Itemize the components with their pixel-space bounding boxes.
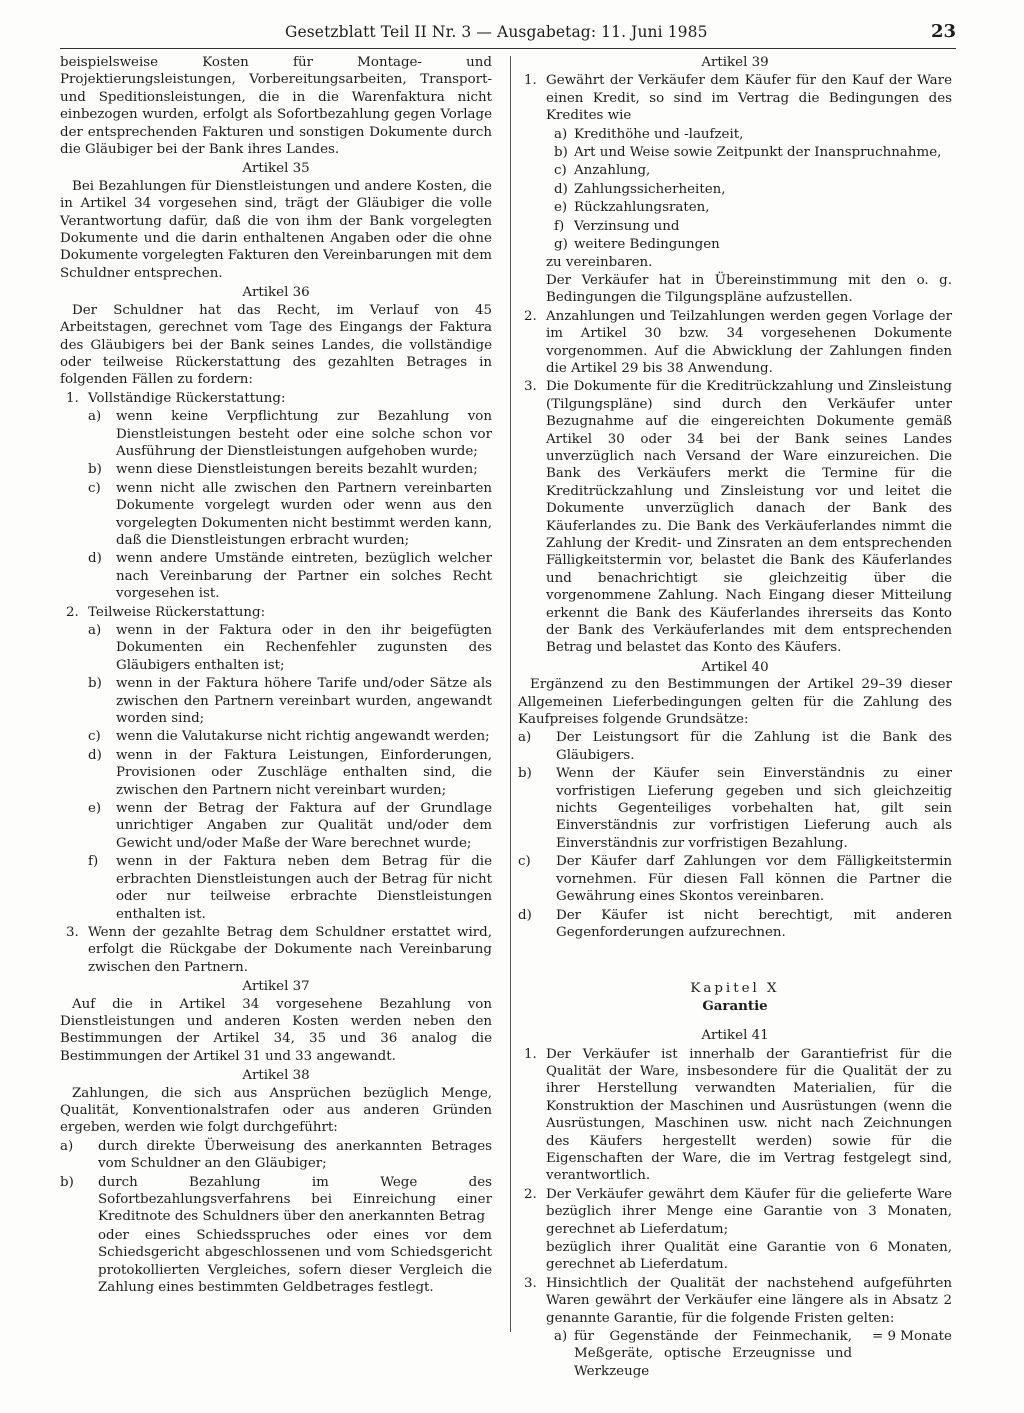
item-marker: a) <box>88 409 102 425</box>
item-duration: = 9 Monate <box>872 1329 952 1345</box>
item-text: Die Dokumente für die Kreditrückzahlung und Zinsleistung (Tilgungspläne) sind durch den Verkäufer unter Bezugnahme auf die eingereichten Dokumente gemäß Artikel 30 oder 34 bei der Bank seines Landes unverzüglich nach Versand der Ware einzureichen. Die Bank des Verkäufers merkt die Termine für die Kreditrückzahlung und Zinsleistung vor und leitet die Dokumente unverzüglich danach der Bank des Käuferlandes zu. Die Bank des Verkäuferlandes nimmt die Zahlung der Kredit- und Zinsraten an dem entsprechenden Fälligkeitstermin vor, belastet die Bank des Käuferlandes und benachrichtigt sie gleichzeitig über die vorgenommene Zahlung. Nach Eingang dieser Mitteilung erkennt die Bank des Käuferlandes ihrerseits das Konto der Bank des Verkäuferlandes mit dem entsprechenden Betrag und belastet das Konto des Käufers. <box>546 379 952 656</box>
list-item <box>60 675 492 727</box>
item-text: wenn nicht alle zwischen den Partnern vereinbarten Dokumente vorgelegt wurden oder wenn aus den vorgelegten Dokumenten nicht bestimmt werden kann, daß die Dienstleistungen erbracht wurden; <box>116 480 492 548</box>
right-column <box>518 54 952 1381</box>
item-marker: e) <box>88 801 102 817</box>
item-marker: c) <box>88 729 101 745</box>
article-36-text: Der Schuldner hat das Recht, im Verlauf von 45 Arbeitstagen, gerechnet vom Tage des Eingangs der Faktura des Gläubigers bei der Bank seines Landes, die vollständige oder teilweise Rückerstattung des gezahlten Betrages in folgenden Fällen zu fordern: <box>60 302 492 388</box>
article-36-heading: Artikel 36 <box>242 285 310 301</box>
item-text: Der Käufer darf Zahlungen vor dem Fälligkeitstermin vornehmen. Für diesen Fall können die Partner die Gewährung eines Skontos vereinbaren. <box>556 854 952 905</box>
item-marker: a) <box>554 1329 568 1345</box>
item-text: Der Verkäufer gewährt dem Käufer für die gelieferte Ware bezüglich ihrer Menge eine Garantie von 3 Monaten, gerechnet ab Lieferdatum; <box>546 1186 952 1237</box>
list-item <box>60 800 492 852</box>
item-marker: 3. <box>524 379 537 395</box>
article-39-item-1 <box>518 72 952 124</box>
list-item <box>518 126 952 143</box>
item-text: Der Käufer ist nicht berechtigt, mit anderen Gegenforderungen aufzurechnen. <box>556 907 952 940</box>
item-text: Gewährt der Verkäufer dem Käufer für den Kauf der Ware einen Kredit, so sind im Vertrag die Bedingungen des Kredites wie <box>546 73 952 124</box>
item-text <box>574 1328 952 1380</box>
item-text: Anzahlung, <box>574 163 651 179</box>
list-item <box>518 181 952 198</box>
item-text: durch direkte Überweisung des anerkannten Betrages vom Schuldner an den Gläubiger; <box>98 1138 492 1172</box>
item-text: Wenn der gezahlte Betrag dem Schuldner erstattet wird, erfolgt die Rückgabe der Dokumente nach Vereinbarung zwischen den Partnern. <box>88 924 492 975</box>
item-text: wenn in der Faktura oder in den ihr beigefügten Dokumenten ein Rechenfehler zugunsten des Gläubigers enthalten ist; <box>116 623 492 673</box>
item-marker: c) <box>554 163 567 179</box>
article-41-heading: Artikel 41 <box>701 1028 769 1044</box>
chapter-subtitle: Garantie <box>702 997 768 1014</box>
item-text: Zahlungssicherheiten, <box>574 181 726 197</box>
article-39-heading: Artikel 39 <box>701 55 769 70</box>
list-item <box>60 1174 492 1226</box>
item-text: Der Leistungsort für die Zahlung ist die Bank des Gläubigers. <box>556 730 952 763</box>
item-text: Verzinsung und <box>574 218 680 234</box>
article-37-heading: Artikel 37 <box>242 979 310 995</box>
list-item <box>518 144 952 161</box>
list-item <box>518 218 952 235</box>
item-text: wenn keine Verpflichtung zur Bezahlung von Dienstleistungen besteht oder eine solche schon vor Ausführung der Dienstleistungen aufgehoben wurde; <box>116 409 492 459</box>
item-marker: f) <box>88 854 99 870</box>
article-38-text: Zahlungen, die sich aus Ansprüchen bezüglich Menge, Qualität, Konventionalstrafen oder aus anderen Gründen ergeben, werden wie folgt durchgeführt: <box>60 1085 492 1136</box>
article-36-item-1 <box>60 390 492 407</box>
item-marker: 3. <box>524 1275 537 1291</box>
article-41-item-1 <box>518 1046 952 1185</box>
article-39-tail: zu vereinbaren. <box>546 255 653 271</box>
article-38-continuation: oder eines Schiedsspruches oder eines vor dem Schiedsgericht abgeschlossenen und vom Schiedsgericht protokollierten Vergleiches, sofern dieser Vergleich die Zahlung eines bestimmten Geldbetrages festlegt. <box>98 1227 492 1296</box>
item-text: Kredithöhe und -laufzeit, <box>574 126 744 142</box>
list-item <box>518 236 952 253</box>
intro-paragraph: beispielsweise Kosten für Montage- und Projektierungsleistungen, Vorbereitungsarbeiten, Transport- und Speditionsleistungen, die in die Warenfaktura nicht einbezogen wurden, erfolgt als Sofortbezahlung gegen Vorlage der entsprechenden Fakturen und sonstigen Dokumente durch die Gläubiger bei der Bank ihres Landes. <box>60 55 492 158</box>
header-title: Gesetzblatt Teil II Nr. 3 — Ausgabetag: 11. Juni 1985 <box>285 23 708 41</box>
left-column <box>60 54 492 1296</box>
item-marker: a) <box>518 730 532 746</box>
article-39-item-2 <box>518 308 952 378</box>
item-text: Rückzahlungsraten, <box>574 200 710 216</box>
item-marker: 1. <box>524 1046 537 1062</box>
item-marker: d) <box>554 181 568 197</box>
list-item <box>60 550 492 602</box>
item-marker: g) <box>554 237 568 253</box>
item-marker: b) <box>60 1174 74 1190</box>
item-text: Teilweise Rückerstattung: <box>88 604 266 620</box>
item-text: wenn die Valutakurse nicht richtig angewandt werden; <box>116 729 490 745</box>
item-marker: 2. <box>66 604 79 620</box>
item-text: durch Bezahlung im Wege des Sofortbezahlungsverfahrens bei Einreichung einer Kreditnote des Schuldners über den anerkannten Betrag <box>98 1174 492 1225</box>
list-item <box>518 729 952 764</box>
item-text: Der Verkäufer ist innerhalb der Garantiefrist für die Qualität der Ware, insbesondere für die Qualität der zu ihrer Herstellung verwandten Materialien, für die Konstruktion der Maschinen und Ausrüstungen (wenn die Ausrüstungen, Maschinen usw. nicht nach Zeichnungen des Käufers hergestellt werden) sowie für die Eigenschaften der Ware, die im Vertrag festgelegt sind, verantwortlich. <box>546 1046 952 1184</box>
list-item <box>60 408 492 460</box>
item-marker: b) <box>518 766 532 782</box>
item-marker: e) <box>554 200 568 216</box>
list-item <box>518 765 952 852</box>
item-text: wenn diese Dienstleistungen bereits bezahlt wurden; <box>116 462 478 478</box>
item-text: wenn in der Faktura Leistungen, Einforderungen, Provisionen oder Zuschläge enthalten sind, die zwischen den Partnern nicht vereinbart wurden; <box>116 747 492 798</box>
column-divider <box>510 56 511 1332</box>
item-text: wenn in der Faktura höhere Tarife und/oder Sätze als zwischen den Partnern vereinbart wurden, angewandt worden sind; <box>116 676 492 727</box>
spacer <box>518 942 952 980</box>
page-number: 23 <box>930 21 956 42</box>
item-marker: f) <box>554 218 565 234</box>
item-text: wenn der Betrag der Faktura auf der Grundlage unrichtiger Angaben zur Qualität und/oder dem Gewicht und/oder Maße der Ware berechnet wurde; <box>116 801 492 851</box>
article-41-item-2-continuation: bezüglich ihrer Qualität eine Garantie von 6 Monaten, gerechnet ab Lieferdatum. <box>546 1240 952 1273</box>
item-text: weitere Bedingungen <box>574 237 720 253</box>
item-text: Art und Weise sowie Zeitpunkt der Inanspruchnahme, <box>574 145 942 161</box>
item-text: wenn in der Faktura neben dem Betrag für die erbrachten Dienstleistungen auch der Betrag für nicht oder nur teilweise erbrachte Dienstleistungen enthalten ist. <box>116 854 492 922</box>
article-35-heading: Artikel 35 <box>242 161 310 177</box>
list-item <box>518 162 952 179</box>
article-40-heading: Artikel 40 <box>701 659 769 675</box>
list-item <box>60 622 492 674</box>
list-item <box>518 1328 952 1380</box>
page-header <box>60 20 956 49</box>
article-40-text: Ergänzend zu den Bestimmungen der Artikel 29–39 dieser Allgemeinen Lieferbedingungen gelten für die Zahlung des Kaufpreises folgende Grundsätze: <box>518 677 952 728</box>
item-text: Vollständige Rückerstattung: <box>88 390 286 406</box>
list-item <box>60 461 492 478</box>
list-item <box>60 728 492 745</box>
item-marker: 2. <box>524 308 537 324</box>
list-item <box>518 199 952 216</box>
article-36-item-3 <box>60 924 492 976</box>
item-marker: b) <box>554 145 568 161</box>
article-38-heading: Artikel 38 <box>242 1068 310 1084</box>
article-41-item-3 <box>518 1275 952 1327</box>
item-marker: c) <box>518 854 531 870</box>
article-41-item-2 <box>518 1186 952 1238</box>
list-item <box>518 907 952 942</box>
item-text: Anzahlungen und Teilzahlungen werden gegen Vorlage der im Artikel 30 bzw. 34 vorgesehenen Dokumente vorgenommen. Auf die Abwicklung der Zahlungen finden die Artikel 29 bis 38 Anwendung. <box>546 308 952 376</box>
list-item <box>60 1138 492 1173</box>
article-35-text: Bei Bezahlungen für Dienstleistungen und andere Kosten, die in Artikel 34 vorgesehen sind, trägt der Gläubiger die volle Verantwortung dafür, daß die von ihm der Bank vorgelegten Dokumente und die darin enthaltenen Angaben oder die ohne Dokumente vorgelegten Fakturen den Vereinbarungen mit dem Schuldner entsprechen. <box>60 178 492 281</box>
item-marker: 1. <box>66 390 79 406</box>
item-marker: 1. <box>524 73 537 89</box>
item-marker: b) <box>88 462 102 478</box>
item-marker: 3. <box>66 924 79 940</box>
article-37-text: Auf die in Artikel 34 vorgesehene Bezahlung von Dienstleistungen und anderen Kosten werden neben den Bestimmungen der Artikel 34, 35 und 36 analog die Bestimmungen der Artikel 31 und 33 angewandt. <box>60 996 492 1064</box>
list-item <box>60 853 492 923</box>
item-text: wenn andere Umstände eintreten, bezüglich welcher nach Vereinbarung der Partner ein solches Recht vorgesehen ist. <box>116 551 492 602</box>
item-marker: d) <box>88 747 102 763</box>
item-marker: d) <box>518 907 532 923</box>
item-marker: d) <box>88 551 102 567</box>
chapter-title: Kapitel X <box>690 981 780 997</box>
item-description: für Gegenstände der Feinmechanik, Meßgeräte, optische Erzeugnisse und Werkzeuge <box>574 1329 853 1379</box>
item-marker: b) <box>88 676 102 692</box>
article-36-item-2 <box>60 604 492 621</box>
item-text: Wenn der Käufer sein Einverständnis zu einer vorfristigen Lieferung gegeben und sich gleichzeitig nichts Gegenteiliges vorbehalten hat, gilt sein Einverständnis zur vorfristigen Lieferung auch als Einverständnis zur vorfristigen Bezahlung. <box>556 766 952 851</box>
article-39-item-3 <box>518 378 952 657</box>
item-marker: 2. <box>524 1186 537 1202</box>
article-39-tail-2: Der Verkäufer hat in Übereinstimmung mit den o. g. Bedingungen die Tilgungspläne aufzustellen. <box>546 272 952 306</box>
list-item <box>60 747 492 799</box>
list-item <box>60 480 492 550</box>
item-marker: a) <box>60 1138 74 1154</box>
item-text: Hinsichtlich der Qualität der nachstehend aufgeführten Waren gewährt der Verkäufer eine längere als in Absatz 2 genannte Garantie, für die folgende Fristen gelten: <box>546 1275 952 1326</box>
item-marker: a) <box>554 126 568 142</box>
list-item <box>518 853 952 905</box>
item-marker: a) <box>88 623 102 638</box>
item-marker: c) <box>88 480 101 496</box>
